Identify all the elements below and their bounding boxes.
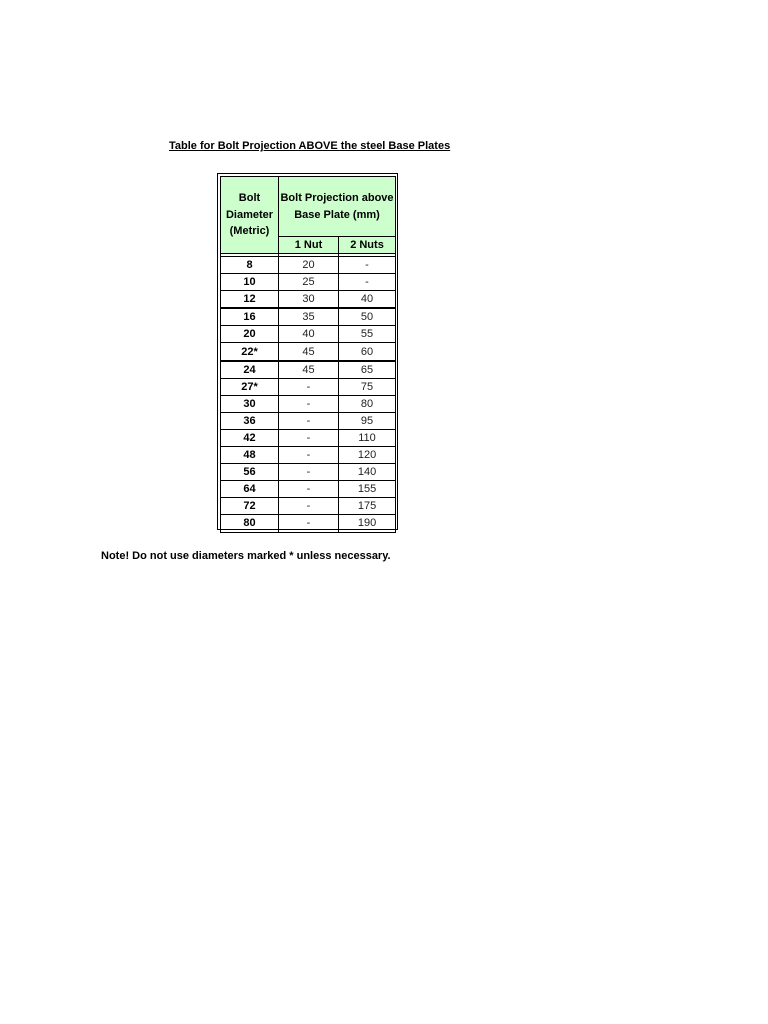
one-nut-cell: - bbox=[279, 498, 339, 515]
one-nut-cell: - bbox=[279, 447, 339, 464]
diameter-cell: 20 bbox=[221, 326, 279, 343]
header-bolt-diameter bbox=[221, 177, 279, 254]
two-nuts-cell: 65 bbox=[339, 361, 396, 379]
table-row bbox=[221, 257, 396, 274]
table-row bbox=[221, 343, 396, 361]
diameter-cell: 72 bbox=[221, 498, 279, 515]
header-bolt-projection bbox=[279, 177, 396, 237]
diameter-cell: 24 bbox=[221, 361, 279, 379]
one-nut-cell: 20 bbox=[279, 257, 339, 274]
table-title: Table for Bolt Projection ABOVE the steel Base Plates bbox=[169, 140, 451, 152]
diameter-cell: 12 bbox=[221, 291, 279, 309]
table-row bbox=[221, 291, 396, 309]
two-nuts-cell: 55 bbox=[339, 326, 396, 343]
table-row bbox=[221, 308, 396, 326]
table-row bbox=[221, 395, 396, 412]
table-row bbox=[221, 515, 396, 532]
diameter-cell: 22* bbox=[221, 343, 279, 361]
one-nut-cell: - bbox=[279, 464, 339, 481]
table-row bbox=[221, 412, 396, 429]
table-row bbox=[221, 378, 396, 395]
one-nut-cell: - bbox=[279, 515, 339, 532]
table-row bbox=[221, 481, 396, 498]
one-nut-cell: - bbox=[279, 429, 339, 446]
diameter-cell: 48 bbox=[221, 447, 279, 464]
two-nuts-cell: 120 bbox=[339, 447, 396, 464]
one-nut-cell: 25 bbox=[279, 274, 339, 291]
table-row bbox=[221, 274, 396, 291]
diameter-cell: 80 bbox=[221, 515, 279, 532]
header-diameter-line: (Metric) bbox=[229, 225, 270, 238]
two-nuts-cell: 75 bbox=[339, 378, 396, 395]
two-nuts-cell: 80 bbox=[339, 395, 396, 412]
two-nuts-cell: 40 bbox=[339, 291, 396, 309]
two-nuts-cell: 50 bbox=[339, 308, 396, 326]
table-row bbox=[221, 361, 396, 379]
one-nut-cell: 45 bbox=[279, 361, 339, 379]
one-nut-cell: - bbox=[279, 412, 339, 429]
two-nuts-cell: 175 bbox=[339, 498, 396, 515]
diameter-cell: 30 bbox=[221, 395, 279, 412]
two-nuts-cell: - bbox=[339, 274, 396, 291]
one-nut-cell: 35 bbox=[279, 308, 339, 326]
header-one-nut: 1 Nut bbox=[279, 237, 339, 254]
one-nut-cell: 40 bbox=[279, 326, 339, 343]
table-row bbox=[221, 447, 396, 464]
one-nut-cell: 30 bbox=[279, 291, 339, 309]
diameter-cell: 56 bbox=[221, 464, 279, 481]
two-nuts-cell: - bbox=[339, 257, 396, 274]
diameter-cell: 8 bbox=[221, 257, 279, 274]
two-nuts-cell: 155 bbox=[339, 481, 396, 498]
table-row bbox=[221, 326, 396, 343]
table-row bbox=[221, 464, 396, 481]
diameter-cell: 42 bbox=[221, 429, 279, 446]
two-nuts-cell: 110 bbox=[339, 429, 396, 446]
diameter-cell: 16 bbox=[221, 308, 279, 326]
bolt-projection-table bbox=[220, 176, 396, 533]
two-nuts-cell: 95 bbox=[339, 412, 396, 429]
one-nut-cell: - bbox=[279, 395, 339, 412]
header-diameter-line: Diameter bbox=[225, 208, 274, 221]
one-nut-cell: - bbox=[279, 481, 339, 498]
bolt-projection-table-frame bbox=[217, 173, 398, 530]
diameter-cell: 27* bbox=[221, 378, 279, 395]
header-diameter-line: Bolt bbox=[238, 192, 261, 205]
header-two-nuts: 2 Nuts bbox=[339, 237, 396, 254]
one-nut-cell: 45 bbox=[279, 343, 339, 361]
two-nuts-cell: 190 bbox=[339, 515, 396, 532]
one-nut-cell: - bbox=[279, 378, 339, 395]
diameter-cell: 36 bbox=[221, 412, 279, 429]
note-text: Note! Do not use diameters marked * unless necessary. bbox=[101, 550, 391, 562]
two-nuts-cell: 60 bbox=[339, 343, 396, 361]
diameter-cell: 64 bbox=[221, 481, 279, 498]
table-row bbox=[221, 429, 396, 446]
table-row bbox=[221, 498, 396, 515]
diameter-cell: 10 bbox=[221, 274, 279, 291]
header-projection-line: Base Plate (mm) bbox=[294, 208, 380, 221]
two-nuts-cell: 140 bbox=[339, 464, 396, 481]
header-projection-line: Bolt Projection above bbox=[280, 192, 394, 205]
